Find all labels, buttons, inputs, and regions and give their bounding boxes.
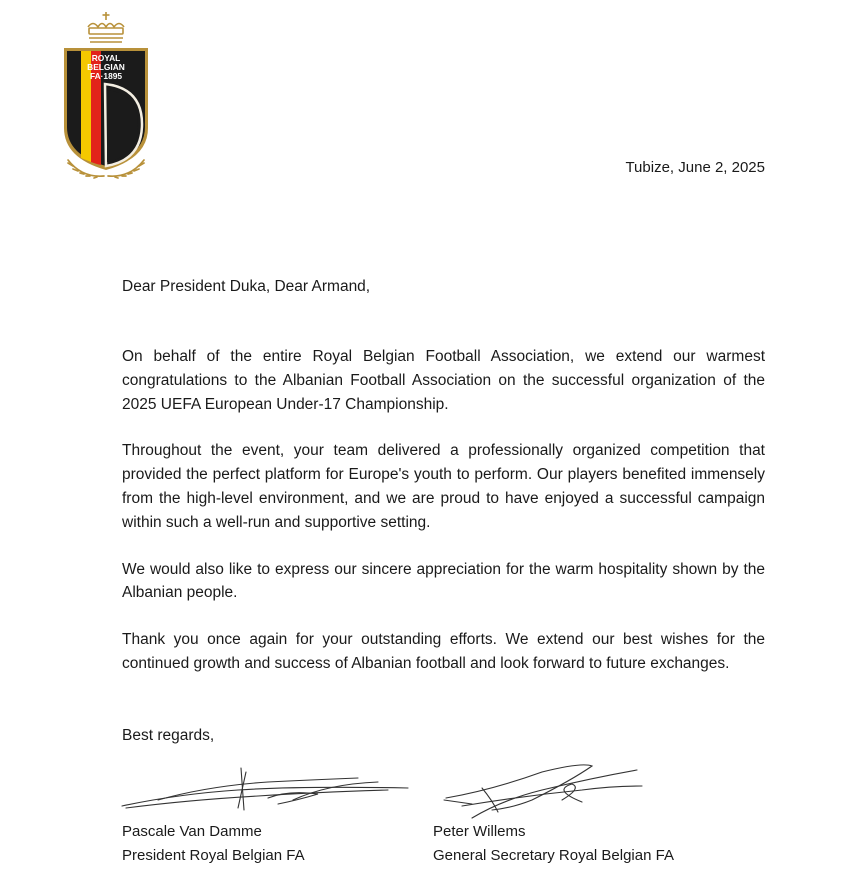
signature-image — [118, 760, 418, 820]
signature-block-secretary — [432, 760, 692, 868]
signatory-title: President Royal Belgian FA — [122, 847, 305, 864]
signature-block-president — [118, 760, 418, 868]
salutation: Dear President Duka, Dear Armand, — [122, 278, 371, 295]
logo-text-belgian: BELGIAN — [87, 62, 125, 72]
royal-belgian-fa-logo — [60, 10, 152, 182]
signatory-title: General Secretary Royal Belgian FA — [433, 847, 674, 864]
paragraph: Thank you once again for your outstanding efforts. We extend our best wishes for the continued growth and success of Albanian football and look forward to future exchanges. — [122, 631, 765, 672]
signatory-name: Pascale Van Damme — [122, 823, 262, 840]
signatory-name: Peter Willems — [433, 823, 526, 840]
crown-icon — [88, 12, 124, 42]
logo-text-royal: ROYAL — [91, 53, 121, 63]
signature-image — [432, 760, 652, 820]
paragraph: On behalf of the entire Royal Belgian Football Association, we extend our warmest congratulations to the Albanian Football Association on the successful organization of the 2025 UEFA European Under-17 Championship. — [122, 348, 765, 413]
paragraph: We would also like to express our sincere appreciation for the warm hospitality shown by the Albanian people. — [122, 560, 765, 602]
letter-date: Tubize, June 2, 2025 — [625, 159, 765, 176]
closing: Best regards, — [122, 727, 215, 744]
paragraph: Throughout the event, your team delivered a professionally organized competition that provided the perfect platform for Europe's youth to perform. Our players benefited immensely from the high-level environment, and we are proud to have enjoyed a successful campaign within such a well-run and supportive setting. — [122, 442, 765, 531]
logo-text-fa: FA·1895 — [89, 71, 123, 81]
letter-body — [122, 345, 765, 699]
